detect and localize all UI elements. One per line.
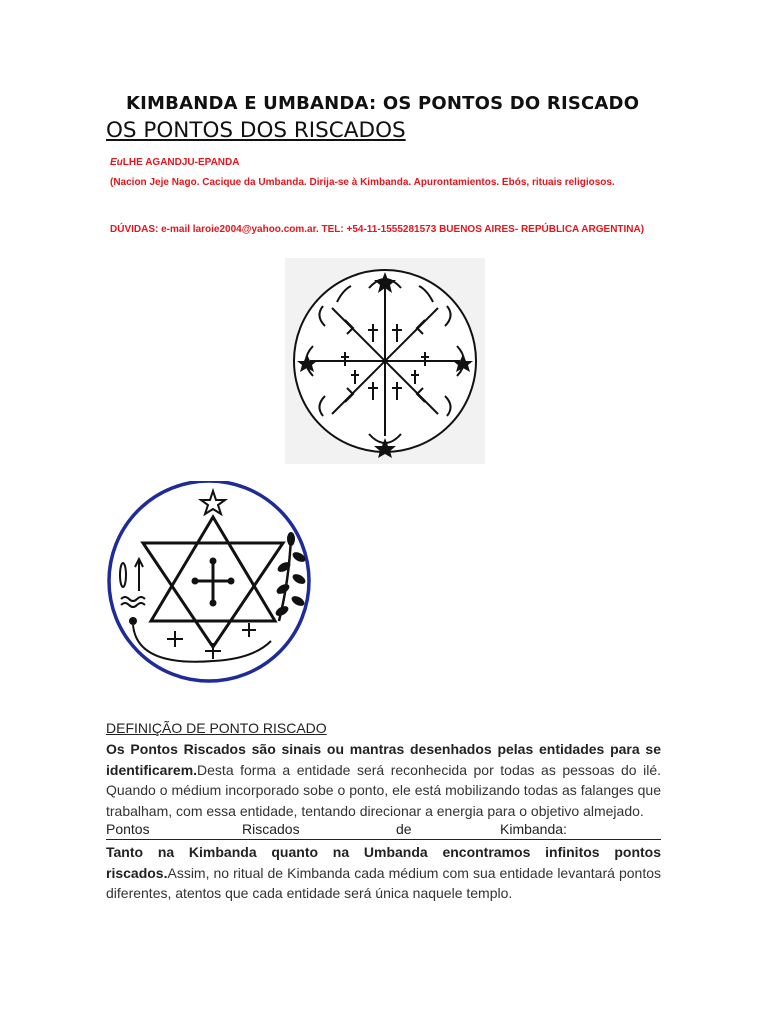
author-line (110, 157, 239, 168)
paragraph-1-bold: Os Pontos Riscados são sinais ou mantras desenhados pelas entidades para se identificarem. (106, 741, 661, 778)
ponto-riscado-figure-2 (103, 481, 325, 683)
subheading-word: Riscados (242, 821, 300, 837)
author-prefix: Eu (110, 157, 123, 168)
author-name: LHE AGANDJU-EPANDA (122, 157, 240, 168)
paragraph-definition (106, 739, 661, 821)
figure-1-drawing (294, 270, 476, 452)
contact-line: DÚVIDAS: e-mail laroie2004@yahoo.com.ar. TEL: +54-11-1555281573 BUENOS AIRES- REPÚBLICA ARGENTINA) (110, 224, 645, 235)
paragraph-kimbanda (106, 842, 661, 904)
kimbanda-subheading (106, 821, 661, 840)
paragraph-1-text: Desta forma a entidade será reconhecida por todas as pessoas do ilé. Quando o médium incorporado sobe o ponto, ele está mobilizando todas as falanges que trabalham, com essa entidade, tentando direcionar a energia para o objetivo almejado. (106, 761, 661, 819)
author-details: (Nacion Jeje Nago. Cacique da Umbanda. Dirija-se à Kimbanda. Apurontamientos. Ebós, rituais religiosos. (110, 177, 615, 188)
subheading-word: Pontos (106, 821, 150, 837)
document-subtitle: OS PONTOS DOS RISCADOS (106, 118, 406, 143)
ponto-riscado-figure-1 (285, 258, 485, 464)
paragraph-2-text: Assim, no ritual de Kimbanda cada médium com sua entidade levantará pontos diferentes, atentos que cada entidade será única naquele templo. (106, 864, 661, 901)
document-title: KIMBANDA E UMBANDA: OS PONTOS DO RISCADO (126, 93, 640, 114)
section-heading: DEFINIÇÃO DE PONTO RISCADO (106, 720, 327, 736)
subheading-word: Kimbanda: (500, 821, 567, 837)
paragraph-2-bold: Tanto na Kimbanda quanto na Umbanda encontramos infinitos pontos riscados. (106, 844, 661, 881)
subheading-word: de (396, 821, 412, 837)
